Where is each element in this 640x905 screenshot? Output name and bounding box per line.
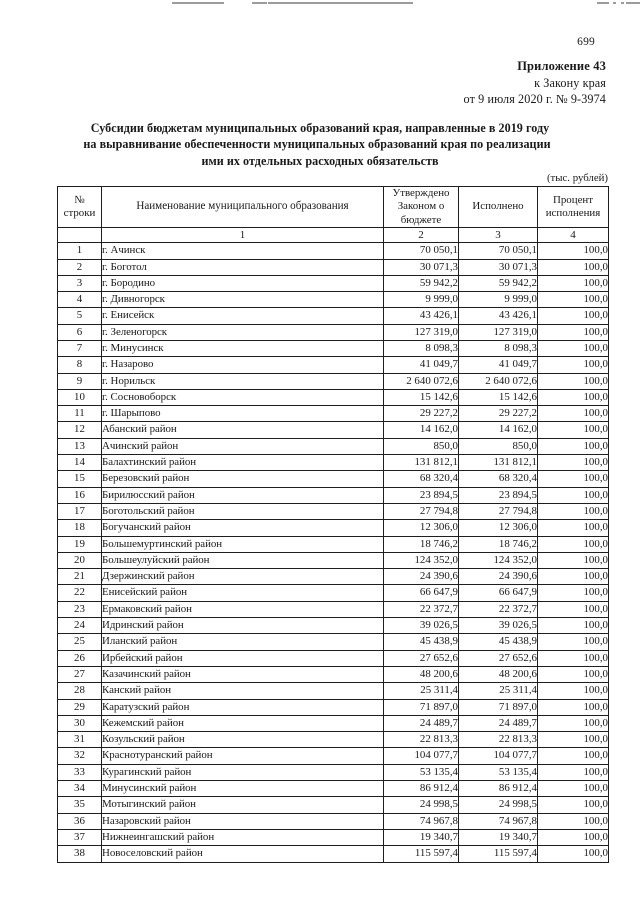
executed-amount-cell: 27 794,8 [459,503,538,519]
header-percent-line-2: исполнения [545,207,601,220]
percent-executed-cell: 100,0 [538,471,609,487]
executed-amount-cell: 53 135,4 [459,764,538,780]
municipality-name-cell: Кежемский район [102,715,384,731]
executed-amount-cell: 29 227,2 [459,406,538,422]
executed-amount-cell: 9 999,0 [459,292,538,308]
table-row [58,715,609,731]
table-row [58,536,609,552]
municipality-name-cell: Балахтинский район [102,455,384,471]
row-number-cell: 11 [58,406,102,422]
municipality-name-cell: г. Назарово [102,357,384,373]
table-row [58,569,609,585]
row-number-cell: 26 [58,650,102,666]
executed-amount-cell: 59 942,2 [459,275,538,291]
percent-executed-cell: 100,0 [538,308,609,324]
municipality-name-cell: Краснотуранский район [102,748,384,764]
approved-amount-cell: 9 999,0 [384,292,459,308]
row-number-cell: 15 [58,471,102,487]
approved-amount-cell: 24 489,7 [384,715,459,731]
percent-executed-cell: 100,0 [538,813,609,829]
percent-executed-cell: 100,0 [538,650,609,666]
approved-amount-cell: 19 340,7 [384,829,459,845]
percent-executed-cell: 100,0 [538,569,609,585]
percent-executed-cell: 100,0 [538,292,609,308]
row-number-cell: 27 [58,666,102,682]
percent-executed-cell: 100,0 [538,503,609,519]
appendix-law-date-line: от 9 июля 2020 г. № 9-3974 [463,92,606,106]
table-row [58,487,609,503]
row-number-cell: 25 [58,634,102,650]
document-title-line-1: Субсидии бюджетам муниципальных образований края, направленные в 2019 году [90,121,550,135]
header-municipality-name: Наименование муниципального образования [102,187,384,228]
approved-amount-cell: 850,0 [384,438,459,454]
executed-amount-cell: 850,0 [459,438,538,454]
percent-executed-cell: 100,0 [538,455,609,471]
table-row [58,341,609,357]
executed-amount-cell: 43 426,1 [459,308,538,324]
approved-amount-cell: 8 098,3 [384,341,459,357]
table-row [58,292,609,308]
table-row [58,389,609,405]
approved-amount-cell: 18 746,2 [384,536,459,552]
percent-executed-cell: 100,0 [538,634,609,650]
row-number-cell: 21 [58,569,102,585]
executed-amount-cell: 41 049,7 [459,357,538,373]
table-header [58,187,609,243]
row-number-cell: 5 [58,308,102,324]
municipality-name-cell: г. Бородино [102,275,384,291]
approved-amount-cell: 66 647,9 [384,585,459,601]
percent-executed-cell: 100,0 [538,781,609,797]
municipality-name-cell: Енисейский район [102,585,384,601]
row-number-cell: 9 [58,373,102,389]
table-row [58,666,609,682]
municipality-name-cell: Нижнеингашский район [102,829,384,845]
approved-amount-cell: 30 071,3 [384,259,459,275]
approved-amount-cell: 22 813,3 [384,732,459,748]
executed-amount-cell: 18 746,2 [459,536,538,552]
executed-amount-cell: 39 026,5 [459,618,538,634]
municipality-name-cell: Дзержинский район [102,569,384,585]
page-number: 699 [577,36,595,48]
percent-executed-cell: 100,0 [538,732,609,748]
table-row [58,357,609,373]
executed-amount-cell: 27 652,6 [459,650,538,666]
table-row [58,520,609,536]
percent-executed-cell: 100,0 [538,601,609,617]
approved-amount-cell: 45 438,9 [384,634,459,650]
municipality-name-cell: Канский район [102,683,384,699]
table-row [58,406,609,422]
table-row [58,259,609,275]
table-row [58,585,609,601]
percent-executed-cell: 100,0 [538,846,609,862]
percent-executed-cell: 100,0 [538,764,609,780]
executed-amount-cell: 74 967,8 [459,813,538,829]
row-number-cell: 33 [58,764,102,780]
header-approved-line-3: бюджете [400,213,442,226]
percent-executed-cell: 100,0 [538,715,609,731]
municipality-name-cell: г. Енисейск [102,308,384,324]
approved-amount-cell: 14 162,0 [384,422,459,438]
table-row [58,813,609,829]
appendix-law-line: к Закону края [534,75,606,90]
header-row-number-line-1: № [74,193,85,206]
row-number-cell: 34 [58,781,102,797]
table-row [58,243,609,259]
table-row [58,748,609,764]
executed-amount-cell: 127 319,0 [459,324,538,340]
municipality-name-cell: Минусинский район [102,781,384,797]
row-number-cell: 7 [58,341,102,357]
row-number-cell: 2 [58,259,102,275]
table-row [58,699,609,715]
document-title [62,120,578,169]
header-percent-line-1: Процент [552,193,593,206]
approved-amount-cell: 127 319,0 [384,324,459,340]
municipality-name-cell: г. Норильск [102,373,384,389]
row-number-cell: 12 [58,422,102,438]
municipality-name-cell: Бирилюсский район [102,487,384,503]
row-number-cell: 10 [58,389,102,405]
percent-executed-cell: 100,0 [538,357,609,373]
municipality-name-cell: Назаровский район [102,813,384,829]
executed-amount-cell: 66 647,9 [459,585,538,601]
percent-executed-cell: 100,0 [538,699,609,715]
approved-amount-cell: 23 894,5 [384,487,459,503]
percent-executed-cell: 100,0 [538,536,609,552]
executed-amount-cell: 115 597,4 [459,846,538,862]
percent-executed-cell: 100,0 [538,275,609,291]
header-approved-line-1: Утверждено [392,187,450,199]
percent-executed-cell: 100,0 [538,341,609,357]
municipality-name-cell: Ермаковский район [102,601,384,617]
percent-executed-cell: 100,0 [538,487,609,503]
row-number-cell: 37 [58,829,102,845]
percent-executed-cell: 100,0 [538,406,609,422]
table-row [58,618,609,634]
table-row [58,846,609,862]
executed-amount-cell: 45 438,9 [459,634,538,650]
table-row [58,438,609,454]
percent-executed-cell: 100,0 [538,373,609,389]
approved-amount-cell: 68 320,4 [384,471,459,487]
approved-amount-cell: 48 200,6 [384,666,459,682]
table-row [58,503,609,519]
header-percent [538,187,609,228]
row-number-cell: 24 [58,618,102,634]
municipality-name-cell: г. Зеленогорск [102,324,384,340]
row-number-cell: 28 [58,683,102,699]
municipality-name-cell: Березовский район [102,471,384,487]
table-row [58,732,609,748]
table-row [58,601,609,617]
municipality-name-cell: Большеулуйский район [102,552,384,568]
percent-executed-cell: 100,0 [538,618,609,634]
executed-amount-cell: 15 142,6 [459,389,538,405]
row-number-cell: 31 [58,732,102,748]
approved-amount-cell: 41 049,7 [384,357,459,373]
municipality-name-cell: Большемуртинский район [102,536,384,552]
percent-executed-cell: 100,0 [538,748,609,764]
percent-executed-cell: 100,0 [538,520,609,536]
approved-amount-cell: 74 967,8 [384,813,459,829]
row-number-cell: 1 [58,243,102,259]
approved-amount-cell: 24 998,5 [384,797,459,813]
municipality-name-cell: г. Сосновоборск [102,389,384,405]
row-number-cell: 23 [58,601,102,617]
approved-amount-cell: 131 812,1 [384,455,459,471]
municipality-name-cell: Казачинский район [102,666,384,682]
table-row [58,797,609,813]
approved-amount-cell: 53 135,4 [384,764,459,780]
row-number-cell: 30 [58,715,102,731]
percent-executed-cell: 100,0 [538,259,609,275]
appendix-title: Приложение 43 [517,59,606,73]
approved-amount-cell: 25 311,4 [384,683,459,699]
table-row [58,829,609,845]
approved-amount-cell: 70 050,1 [384,243,459,259]
row-number-cell: 3 [58,275,102,291]
percent-executed-cell: 100,0 [538,797,609,813]
row-number-cell: 16 [58,487,102,503]
approved-amount-cell: 71 897,0 [384,699,459,715]
approved-amount-cell: 86 912,4 [384,781,459,797]
executed-amount-cell: 104 077,7 [459,748,538,764]
municipality-name-cell: Новоселовский район [102,846,384,862]
municipality-name-cell: Иланский район [102,634,384,650]
municipality-name-cell: Абанский район [102,422,384,438]
executed-amount-cell: 70 050,1 [459,243,538,259]
table-row [58,324,609,340]
executed-amount-cell: 24 390,6 [459,569,538,585]
header-row-number-line-2: строки [63,207,96,220]
table-row [58,552,609,568]
appendix-reference-block [0,58,606,108]
table-row [58,422,609,438]
approved-amount-cell: 59 942,2 [384,275,459,291]
municipality-name-cell: Козульский район [102,732,384,748]
percent-executed-cell: 100,0 [538,324,609,340]
percent-executed-cell: 100,0 [538,552,609,568]
approved-amount-cell: 15 142,6 [384,389,459,405]
municipality-name-cell: Мотыгинский район [102,797,384,813]
executed-amount-cell: 131 812,1 [459,455,538,471]
subsidy-table-container [57,186,608,863]
executed-amount-cell: 86 912,4 [459,781,538,797]
document-title-line-2: на выравнивание обеспеченности муниципальных образований края по реализации [83,137,551,152]
percent-executed-cell: 100,0 [538,438,609,454]
table-header-row [58,187,609,228]
approved-amount-cell: 22 372,7 [384,601,459,617]
table-row [58,650,609,666]
approved-amount-cell: 27 794,8 [384,503,459,519]
table-row [58,373,609,389]
document-title-line-3: ими их отдельных расходных обязательств [201,153,439,168]
approved-amount-cell: 24 390,6 [384,569,459,585]
percent-executed-cell: 100,0 [538,829,609,845]
header-approved-line-2: Законом о [397,200,445,213]
row-number-cell: 38 [58,846,102,862]
table-row [58,455,609,471]
executed-amount-cell: 12 306,0 [459,520,538,536]
row-number-cell: 32 [58,748,102,764]
row-number-cell: 8 [58,357,102,373]
approved-amount-cell: 2 640 072,6 [384,373,459,389]
executed-amount-cell: 2 640 072,6 [459,373,538,389]
executed-amount-cell: 68 320,4 [459,471,538,487]
header-approved [384,187,459,228]
units-note: (тыс. рублей) [546,172,608,184]
executed-amount-cell: 71 897,0 [459,699,538,715]
row-number-cell: 19 [58,536,102,552]
municipality-name-cell: Курагинский район [102,764,384,780]
approved-amount-cell: 115 597,4 [384,846,459,862]
approved-amount-cell: 104 077,7 [384,748,459,764]
executed-amount-cell: 124 352,0 [459,552,538,568]
row-number-cell: 20 [58,552,102,568]
approved-amount-cell: 29 227,2 [384,406,459,422]
table-body [58,243,609,862]
municipality-name-cell: Ачинский район [102,438,384,454]
table-row [58,781,609,797]
executed-amount-cell: 48 200,6 [459,666,538,682]
row-number-cell: 36 [58,813,102,829]
approved-amount-cell: 124 352,0 [384,552,459,568]
municipality-name-cell: Ирбейский район [102,650,384,666]
municipality-name-cell: Идринский район [102,618,384,634]
header-executed: Исполнено [459,187,538,228]
executed-amount-cell: 14 162,0 [459,422,538,438]
approved-amount-cell: 43 426,1 [384,308,459,324]
subsidy-table [57,186,609,863]
municipality-name-cell: г. Боготол [102,259,384,275]
table-column-number-row [58,228,609,243]
executed-amount-cell: 22 813,3 [459,732,538,748]
table-row [58,683,609,699]
row-number-cell: 18 [58,520,102,536]
percent-executed-cell: 100,0 [538,585,609,601]
column-number-0 [58,228,102,243]
executed-amount-cell: 22 372,7 [459,601,538,617]
column-number-1: 1 [102,228,384,243]
municipality-name-cell: Богучанский район [102,520,384,536]
column-number-2: 2 [384,228,459,243]
municipality-name-cell: г. Дивногорск [102,292,384,308]
executed-amount-cell: 19 340,7 [459,829,538,845]
table-row [58,308,609,324]
row-number-cell: 14 [58,455,102,471]
approved-amount-cell: 39 026,5 [384,618,459,634]
executed-amount-cell: 30 071,3 [459,259,538,275]
row-number-cell: 13 [58,438,102,454]
row-number-cell: 29 [58,699,102,715]
approved-amount-cell: 27 652,6 [384,650,459,666]
row-number-cell: 6 [58,324,102,340]
percent-executed-cell: 100,0 [538,243,609,259]
percent-executed-cell: 100,0 [538,666,609,682]
executed-amount-cell: 8 098,3 [459,341,538,357]
municipality-name-cell: г. Шарыпово [102,406,384,422]
executed-amount-cell: 25 311,4 [459,683,538,699]
percent-executed-cell: 100,0 [538,389,609,405]
executed-amount-cell: 24 998,5 [459,797,538,813]
municipality-name-cell: г. Минусинск [102,341,384,357]
municipality-name-cell: Каратузский район [102,699,384,715]
municipality-name-cell: г. Ачинск [102,243,384,259]
column-number-3: 3 [459,228,538,243]
municipality-name-cell: Боготольский район [102,503,384,519]
row-number-cell: 22 [58,585,102,601]
row-number-cell: 35 [58,797,102,813]
executed-amount-cell: 23 894,5 [459,487,538,503]
table-row [58,471,609,487]
row-number-cell: 4 [58,292,102,308]
approved-amount-cell: 12 306,0 [384,520,459,536]
header-row-number [58,187,102,228]
column-number-4: 4 [538,228,609,243]
percent-executed-cell: 100,0 [538,422,609,438]
table-row [58,634,609,650]
row-number-cell: 17 [58,503,102,519]
table-row [58,764,609,780]
percent-executed-cell: 100,0 [538,683,609,699]
executed-amount-cell: 24 489,7 [459,715,538,731]
table-row [58,275,609,291]
